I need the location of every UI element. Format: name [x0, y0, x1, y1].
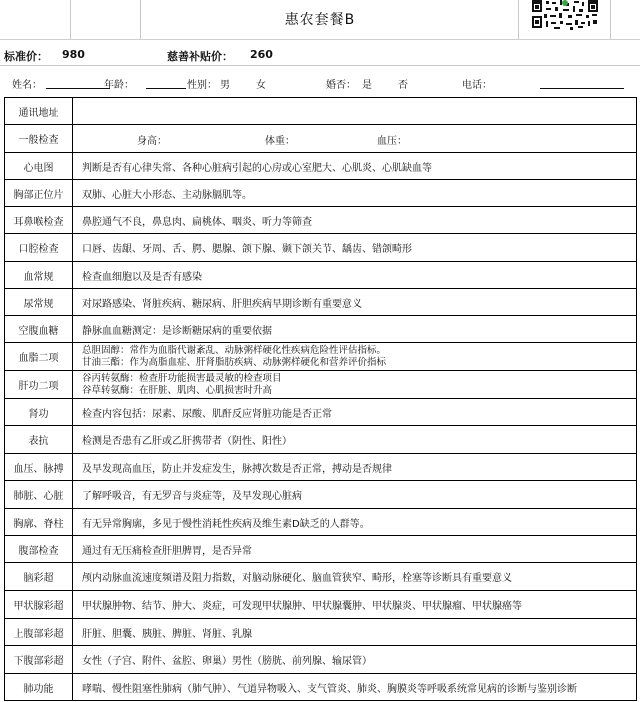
age-label: 年龄： [104, 80, 134, 91]
standard-price-value: 980 [62, 48, 85, 61]
table-row [5, 371, 637, 399]
exam-item-name: 血常规 [5, 262, 73, 289]
sheet-top-bar [0, 0, 640, 40]
exam-item-name: 肾功 [5, 399, 73, 426]
description-line: 通过有无压痛检查肝胆脾胃，是否异常 [82, 545, 252, 557]
package-title: 惠农套餐B [284, 12, 356, 28]
exam-item-description [73, 563, 637, 591]
description-line: 有无异常胸廓，多见于慢性消耗性疾病及维生素D缺乏的人群等。 [82, 518, 370, 530]
exam-item-description [73, 674, 637, 701]
exam-item-description [73, 207, 637, 234]
exam-item-name: 尿常规 [5, 289, 73, 316]
exam-item-name: 胸廓、脊柱 [5, 509, 73, 536]
table-row [5, 316, 637, 343]
general-check-fields [82, 132, 636, 146]
table-row [5, 674, 637, 701]
table-row [5, 180, 637, 207]
exam-item-description [73, 316, 637, 343]
exam-item-description [73, 426, 637, 454]
blood-pressure-label: 血压： [377, 135, 407, 147]
phone-label: 电话： [462, 80, 492, 91]
exam-item-description [73, 591, 637, 619]
table-row [5, 343, 637, 371]
description-line: 口唇、齿龈、牙周、舌、腭、腮腺、颌下腺、颞下颌关节、龋齿、错颌畸形 [82, 244, 412, 255]
table-row [5, 234, 637, 262]
table-row [5, 619, 637, 646]
qr-code-icon [530, 0, 600, 30]
exam-item-description [73, 454, 637, 481]
exam-item-name: 肺脏、心脏 [5, 481, 73, 509]
height-label: 身高： [137, 135, 167, 147]
marital-no-option[interactable]: 否 [398, 80, 408, 91]
name-field[interactable] [46, 88, 110, 89]
exam-item-name: 血脂二项 [5, 343, 73, 371]
description-line: 女性（子宫、附件、盆腔、卵巢）男性（膀胱、前列腺、输尿管） [82, 656, 372, 667]
exam-item-description [73, 646, 637, 674]
description-line: 甘油三酯：作为高脂血症、肝肾脂肪疾病、动脉粥样硬化和营养评价指标 [82, 356, 387, 368]
age-field[interactable] [146, 88, 186, 89]
exam-item-description [73, 180, 637, 207]
gender-label: 性别： [187, 80, 217, 91]
exam-item-description [73, 343, 637, 371]
exam-item-name: 肝功二项 [5, 371, 73, 399]
exam-item-name: 血压、脉搏 [5, 454, 73, 481]
exam-item-name: 腹部检查 [5, 536, 73, 563]
description-line: 鼻腔通气不良，鼻息肉、扁桃体、咽炎、听力等筛查 [82, 216, 312, 228]
table-row [5, 262, 637, 289]
exam-item-name: 甲状腺彩超 [5, 591, 73, 619]
description-line: 甲状腺肿物、结节、肿大、炎症，可发现甲状腺肿、甲状腺囊肿、甲状腺炎、甲状腺瘤、甲状腺癌等 [82, 601, 522, 612]
table-row [5, 536, 637, 563]
exam-item-description [73, 399, 637, 426]
description-line: 判断是否有心律失常、各种心脏病引起的心房或心室肥大、心肌炎、心肌缺血等 [82, 162, 432, 174]
weight-label: 体重： [265, 135, 295, 147]
description-line: 颅内动脉血流速度频谱及阻力指数，对脑动脉硬化、脑血管狭窄、畸形，栓塞等诊断具有重要意义 [82, 573, 512, 584]
marital-yes-option[interactable]: 是 [362, 80, 372, 91]
exam-item-name: 表抗 [5, 426, 73, 454]
description-line: 检测是否患有乙肝或乙肝携带者（阴性、阳性） [82, 436, 292, 447]
exam-table [4, 97, 637, 701]
exam-item-description [73, 371, 637, 399]
exam-item-description [73, 536, 637, 563]
exam-item-description [73, 98, 637, 125]
table-row [5, 399, 637, 426]
exam-item-name: 通讯地址 [5, 98, 73, 125]
exam-item-description [73, 289, 637, 316]
exam-item-name: 心电图 [5, 153, 73, 180]
name-label: 姓名： [12, 80, 42, 91]
description-line: 谷丙转氨酶：检查肝功能损害最灵敏的检查项目 [82, 372, 282, 384]
exam-item-name: 胸部正位片 [5, 180, 73, 207]
exam-item-description [73, 234, 637, 262]
table-row [5, 125, 637, 153]
description-line: 检查血细胞以及是否有感染 [82, 271, 202, 283]
description-line: 哮喘、慢性阻塞性肺病（肺气肿）、气道异物吸入、支气管炎、肺炎、胸膜炎等呼吸系统常见病的诊断与鉴别诊断 [82, 683, 577, 695]
table-row [5, 454, 637, 481]
price-line [4, 48, 624, 64]
exam-item-name: 肺功能 [5, 674, 73, 701]
table-row [5, 426, 637, 454]
description-line: 及早发现高血压，防止并发症发生，脉搏次数是否正常，搏动是否规律 [82, 463, 392, 475]
table-row [5, 591, 637, 619]
table-row [5, 207, 637, 234]
exam-item-name: 耳鼻喉检查 [5, 207, 73, 234]
gender-male-option[interactable]: 男 [220, 80, 230, 91]
table-row [5, 509, 637, 536]
description-line: 双肺、心脏大小形态、主动脉膈肌等。 [82, 189, 252, 201]
exam-item-name: 脑彩超 [5, 563, 73, 591]
table-row [5, 481, 637, 509]
exam-item-name: 口腔检查 [5, 234, 73, 262]
description-line: 静脉血血糖测定：是诊断糖尿病的重要依据 [82, 325, 272, 337]
description-line: 肝脏、胆囊、胰脏、脾脏、肾脏、乳腺 [82, 628, 252, 640]
exam-item-description [73, 509, 637, 536]
table-row [5, 646, 637, 674]
exam-item-description [73, 153, 637, 180]
table-row [5, 153, 637, 180]
gender-female-option[interactable]: 女 [256, 80, 266, 91]
description-line: 对尿路感染、肾脏疾病、糖尿病、肝胆疾病早期诊断有重要意义 [82, 298, 362, 310]
divider [0, 65, 640, 66]
exam-item-description [73, 619, 637, 646]
description-line: 检查内容包括：尿素、尿酸、肌酐反应肾脏功能是否正常 [82, 408, 332, 420]
personal-info-line [12, 76, 632, 92]
table-row [5, 563, 637, 591]
exam-item-name: 空腹血糖 [5, 316, 73, 343]
exam-item-name: 下腹部彩超 [5, 646, 73, 674]
phone-field[interactable] [540, 88, 624, 89]
grid-line [610, 0, 611, 40]
table-row [5, 289, 637, 316]
exam-item-name: 一般检查 [5, 125, 73, 153]
standard-price-label: 标准价： [4, 50, 48, 63]
exam-item-description [73, 262, 637, 289]
description-line: 总胆固醇：常作为血脂代谢紊乱、动脉粥样硬化性疾病危险性评估指标。 [82, 344, 387, 356]
exam-item-description [73, 481, 637, 509]
exam-item-description [73, 125, 637, 153]
grid-line [70, 0, 71, 40]
description-line: 谷草转氨酶：在肝脏、肌肉、心肌损害时升高 [82, 384, 273, 396]
marital-label: 婚否： [326, 80, 356, 91]
description-line: 了解呼吸音，有无罗音与炎症等，及早发现心脏病 [82, 491, 302, 502]
charity-price-value: 260 [250, 48, 273, 61]
table-row [5, 98, 637, 125]
charity-price-label: 慈善补贴价： [167, 50, 233, 63]
exam-item-name: 上腹部彩超 [5, 619, 73, 646]
